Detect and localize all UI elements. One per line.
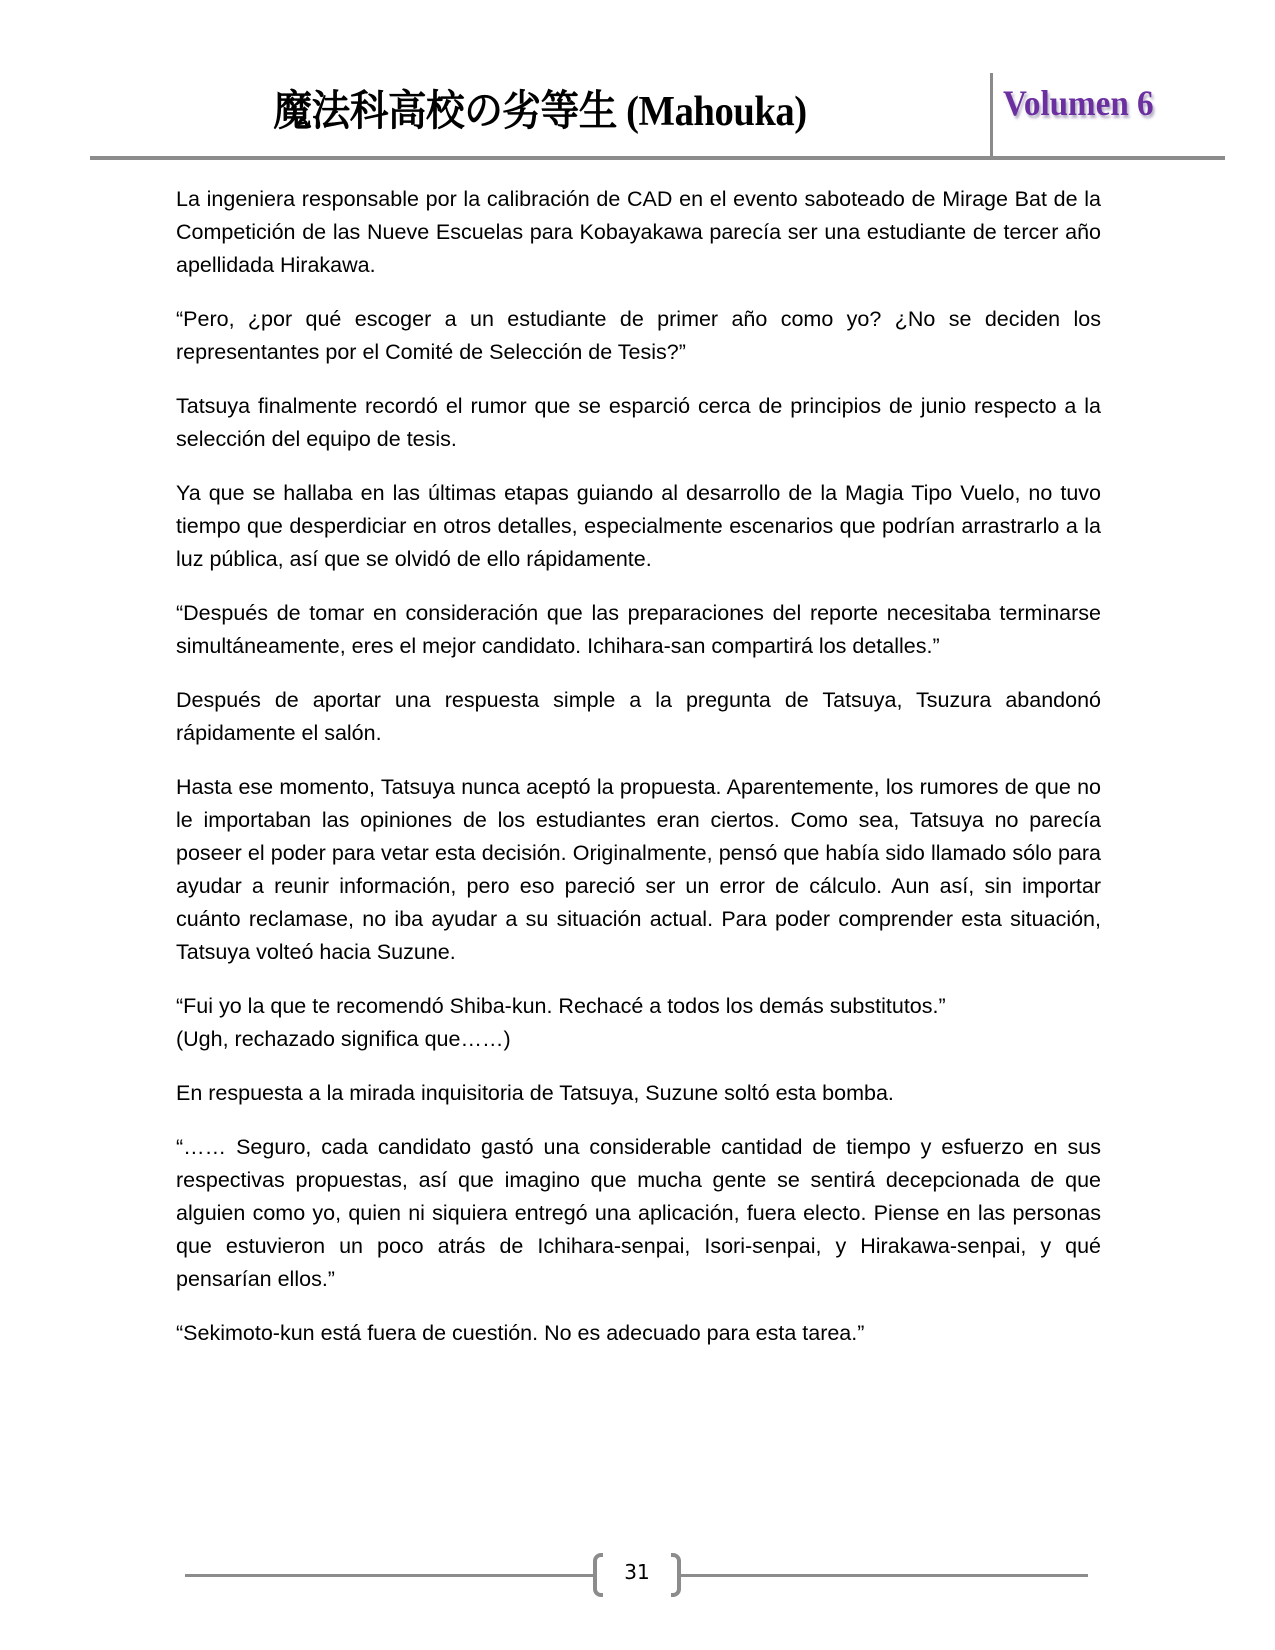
paragraph: “Sekimoto-kun está fuera de cuestión. No es adecuado para esta tarea.” — [176, 1321, 865, 1345]
paragraph: Después de aportar una respuesta simple a la pregunta de Tatsuya, Tsuzura abandonó rápidamente el salón. — [176, 688, 1101, 745]
book-title: 魔法科高校の劣等生 (Mahouka) — [273, 89, 807, 135]
footer-rule-left — [185, 1574, 595, 1577]
volume-label: Volumen 6 — [1003, 83, 1154, 123]
paragraph: Ya que se hallaba en las últimas etapas guiando al desarrollo de la Magia Tipo Vuelo, no tuvo tiempo que desperdiciar en otros detalles, especialmente escenarios que podrían arrastrarlo a la luz pública, así que se olvidó de ello rápidamente. — [176, 481, 1101, 571]
paragraph: (Ugh, rechazado significa que……) — [176, 1027, 511, 1051]
paragraph: En respuesta a la mirada inquisitoria de Tatsuya, Suzune soltó esta bomba. — [176, 1081, 894, 1105]
header-separator — [990, 73, 993, 160]
paragraph: Tatsuya finalmente recordó el rumor que se esparció cerca de principios de junio respecto a la selección del equipo de tesis. — [176, 394, 1101, 451]
paragraph: “Después de tomar en consideración que las preparaciones del reporte necesitaba terminarse simultáneamente, eres el mejor candidato. Ichihara-san compartirá los detalles.” — [176, 601, 1101, 658]
left-bracket-icon — [593, 1553, 603, 1597]
paragraph: Hasta ese momento, Tatsuya nunca aceptó la propuesta. Aparentemente, los rumores de que no le importaban las opiniones de los estudiantes eran ciertos. Como sea, Tatsuya no parecía poseer el poder para vetar esta decisión. Originalmente, pensó que había sido llamado sólo para ayudar a reunir información, pero eso pareció ser un error de cálculo. Aun así, sin importar cuánto reclamase, no iba ayudar a su situación actual. Para poder comprender esta situación, Tatsuya volteó hacia Suzune. — [176, 775, 1101, 964]
footer-rule-right — [678, 1574, 1088, 1577]
page-number: 31 — [624, 1560, 650, 1584]
paragraph: “Pero, ¿por qué escoger a un estudiante de primer año como yo? ¿No se deciden los representantes por el Comité de Selección de Tesis?” — [176, 307, 1101, 364]
paragraph: “Fui yo la que te recomendó Shiba-kun. Rechacé a todos los demás substitutos.” — [176, 994, 946, 1018]
page-body — [176, 183, 1101, 1371]
paragraph: “…… Seguro, cada candidato gastó una considerable cantidad de tiempo y esfuerzo en sus respectivas propuestas, así que imagino que mucha gente se sentirá decepcionada de que alguien como yo, quien ni siquiera entregó una aplicación, fuera electo. Piense en las personas que estuvieron un poco atrás de Ichihara-senpai, Isori-senpai, y Hirakawa-senpai, y qué pensarían ellos.” — [176, 1135, 1101, 1291]
header-rule — [90, 156, 1225, 160]
paragraph: La ingeniera responsable por la calibración de CAD en el evento saboteado de Mirage Bat de la Competición de las Nueve Escuelas para Kobayakawa parecía ser una estudiante de tercer año apellidada Hirakawa. — [176, 187, 1101, 277]
